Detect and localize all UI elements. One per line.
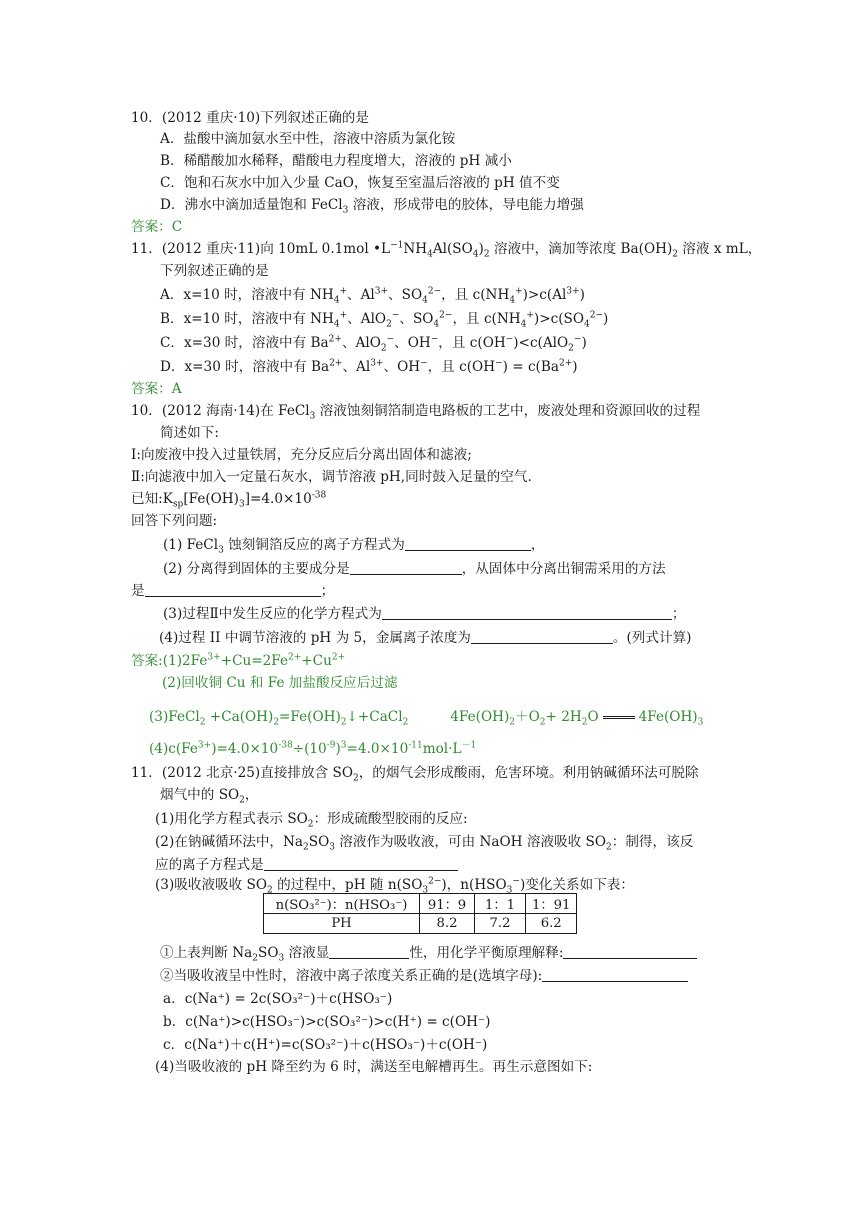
equals-arrow xyxy=(603,716,635,719)
q10-hn-step1: Ⅰ:向废液中投入过量铁屑，充分反应后分离出固体和滤液; xyxy=(131,447,472,463)
q11-bj-option-b: b．c(Na⁺)>c(HSO₃⁻)>c(SO₃²⁻)>c(H⁺) = c(OH⁻) xyxy=(163,1014,491,1030)
table-cell: 7.2 xyxy=(475,914,526,934)
table-cell: 1：91 xyxy=(526,894,577,914)
table-cell: 91：9 xyxy=(420,894,475,914)
q10-hn-part4: (4)过程 II 中调节溶液的 pH 为 5，金属离子浓度为 。(列式计算) xyxy=(159,630,692,646)
q10-hn-part3: (3)过程Ⅱ中发生反应的化学方程式为 ； xyxy=(163,606,686,622)
q10-cq-option-c: C．饱和石灰水中加入少量 CaO，恢复至室温后溶液的 pH 值不变 xyxy=(160,175,560,191)
q11-cq-option-a: A．x=10 时，溶液中有 $NH_4^+$、$Al^{3+}$、$SO_4^{2-}$，且 $c(NH_4^+)>c(Al^{3+})$ xyxy=(160,286,585,306)
q11-cq-answer: 答案：A xyxy=(131,381,182,397)
q10-hn-answer-1: 答案$:(1)2Fe^{3+}+Cu=2Fe^{2+}+Cu^{2+}$ xyxy=(131,652,346,669)
answer-blank[interactable] xyxy=(329,944,409,959)
answer-blank[interactable] xyxy=(145,582,321,597)
q10-hn-answer-3: (3)FeCl$_2$ $+Ca(OH)_2=Fe(OH)_2↓+CaCl_2$ $4Fe(OH)_2+O_2+ 2H_2O$ $4Fe(OH)_3$ xyxy=(149,709,704,728)
answer-blank[interactable] xyxy=(563,944,697,959)
q11-bj-part2: (2)在钠碱循环法中，$Na_2SO_3$ 溶液作为吸收液，可由 NaOH 溶液吸收 $SO_2$：制得，该反 xyxy=(155,834,694,853)
q11-cq-option-b: B．x=10 时，溶液中有 $NH_4^+$、AlO$_2$−、$SO_4^{2-}$，且 $c(NH_4^+)>c(SO_4^{2-})$ xyxy=(160,310,609,330)
q11-bj-option-c: c．c(Na⁺)＋c(H⁺)=c(SO₃²⁻)＋c(HSO₃⁻)＋c(OH⁻) xyxy=(163,1037,488,1053)
q11-bj-part2-line2: 应的离子方程式是 xyxy=(155,855,458,875)
table-cell: n(SO₃²⁻)：n(HSO₃⁻) xyxy=(264,894,420,914)
answer-blank[interactable] xyxy=(382,605,672,620)
q11-bj-sub1: ①上表判断 $Na_2SO_3$ 溶液显 性，用化学平衡原理解释: xyxy=(160,943,697,963)
table-cell: 8.2 xyxy=(420,914,475,934)
q10-cq-option-d: D．沸水中滴加适量饱和 FeCl$_3$ 溶液，形成带电的胶体，导电能力增强 xyxy=(160,197,584,216)
q10-hn-part2: (2) 分离得到固体的主要成分是 ，从固体中分离出铜需采用的方法 xyxy=(163,561,666,577)
q10-hn-answer-4: $(4)c(Fe^{3+})=4.0\times 10^{-38}\div(10^{-9})^3=4.0\times 10^{-11}mol\cdot L^{-1}$ xyxy=(149,740,477,757)
table-cell: 6.2 xyxy=(526,914,577,934)
q10-hn-answer-2: (2)回收铜 Cu 和 Fe 加盐酸反应后过滤 xyxy=(162,675,398,691)
q10-hn-part1: (1) FeCl$_3$ 蚀刻铜箔反应的离子方程式为 ， xyxy=(163,537,545,556)
q10-cq-option-a: A．盐酸中滴加氨水至中性，溶液中溶质为氯化铵 xyxy=(160,131,456,147)
q10-hn-ask: 回答下列问题: xyxy=(131,513,218,529)
q11-cq-title-line2: 下列叙述正确的是 xyxy=(160,263,269,279)
q11-bj-part4: (4)当吸收液的 pH 降至约为 6 时，满送至电解槽再生。再生示意图如下: xyxy=(155,1059,593,1075)
table-row xyxy=(264,914,577,934)
q10-hn-part2-line2: 是 ； xyxy=(131,583,335,599)
q10-cq-answer: 答案：C xyxy=(131,219,183,235)
q10-hn-title-line2: 简述如下: xyxy=(160,425,219,441)
answer-blank[interactable] xyxy=(471,629,613,644)
q10-cq-title: 10．(2012 重庆·10)下列叙述正确的是 xyxy=(131,110,369,126)
q10-hn-title: 10．(2012 海南·14)在 FeCl$_3$ 溶液蚀刻铜箔制造电路板的工艺中，废液处理和资源回收的过程 xyxy=(131,403,701,422)
table-cell: PH xyxy=(264,914,420,934)
table-cell: 1：1 xyxy=(475,894,526,914)
q10-hn-known: 已知$:K_{sp}[Fe(OH)_3]=4.0\times 10^{-38}$ xyxy=(131,490,327,510)
answer-blank[interactable] xyxy=(542,967,688,982)
table-row xyxy=(264,894,577,914)
q11-cq-option-d: D．x=30 时，溶液中有 $Ba^{2+}$、$Al^{3+}$、OH−，且 $c(OH^-) = c(Ba^{2+})$ xyxy=(160,358,578,375)
answer-blank[interactable] xyxy=(405,536,531,551)
q11-bj-title: 11．(2012 北京·25)直接排放含 $SO_2$，的烟气会形成酸雨，危害环境。利用钠碱循环法可脱除 xyxy=(131,765,699,784)
answer-blank[interactable] xyxy=(350,560,462,575)
q11-bj-sub2: ②当吸收液呈中性时，溶液中离子浓度关系正确的是(选填字母): xyxy=(160,966,688,986)
ph-table xyxy=(263,893,577,934)
q11-bj-option-a: a．c(Na⁺) = 2c(SO₃²⁻)＋c(HSO₃⁻) xyxy=(163,991,393,1007)
q11-bj-part3: (3)吸收液吸收 $SO_2$ 的过程中，pH 随 $n(SO_3^{2-})$，$n(HSO_3^-)$变化关系如下表： xyxy=(155,876,634,896)
q11-bj-part1: (1)用化学方程式表示 $SO_2$：形成硫酸型胶雨的反应: xyxy=(155,811,468,830)
q11-cq-option-c: C．x=30 时，溶液中有 $Ba^{2+}$、AlO$_2$−、OH−，且 c(OH−)<c(AlO$_2$−) xyxy=(160,334,587,354)
q11-cq-title: 11．(2012 重庆·11)向 10mL 0.1mol $•L^{-1}NH_4Al(SO_4)_2$ 溶液中，滴加等浓度 $Ba(OH)_2$ 溶液 x mL， xyxy=(131,240,762,260)
q10-hn-step2: Ⅱ:向滤液中加入一定量石灰水，调节溶液 pH,同时鼓入足量的空气. xyxy=(131,469,532,485)
q11-bj-title-line2: 烟气中的 $SO_2$， xyxy=(160,787,259,806)
answer-blank[interactable] xyxy=(264,856,458,871)
q10-cq-option-b: B．稀醋酸加水稀释，醋酸电力程度增大，溶液的 pH 减小 xyxy=(160,153,512,169)
